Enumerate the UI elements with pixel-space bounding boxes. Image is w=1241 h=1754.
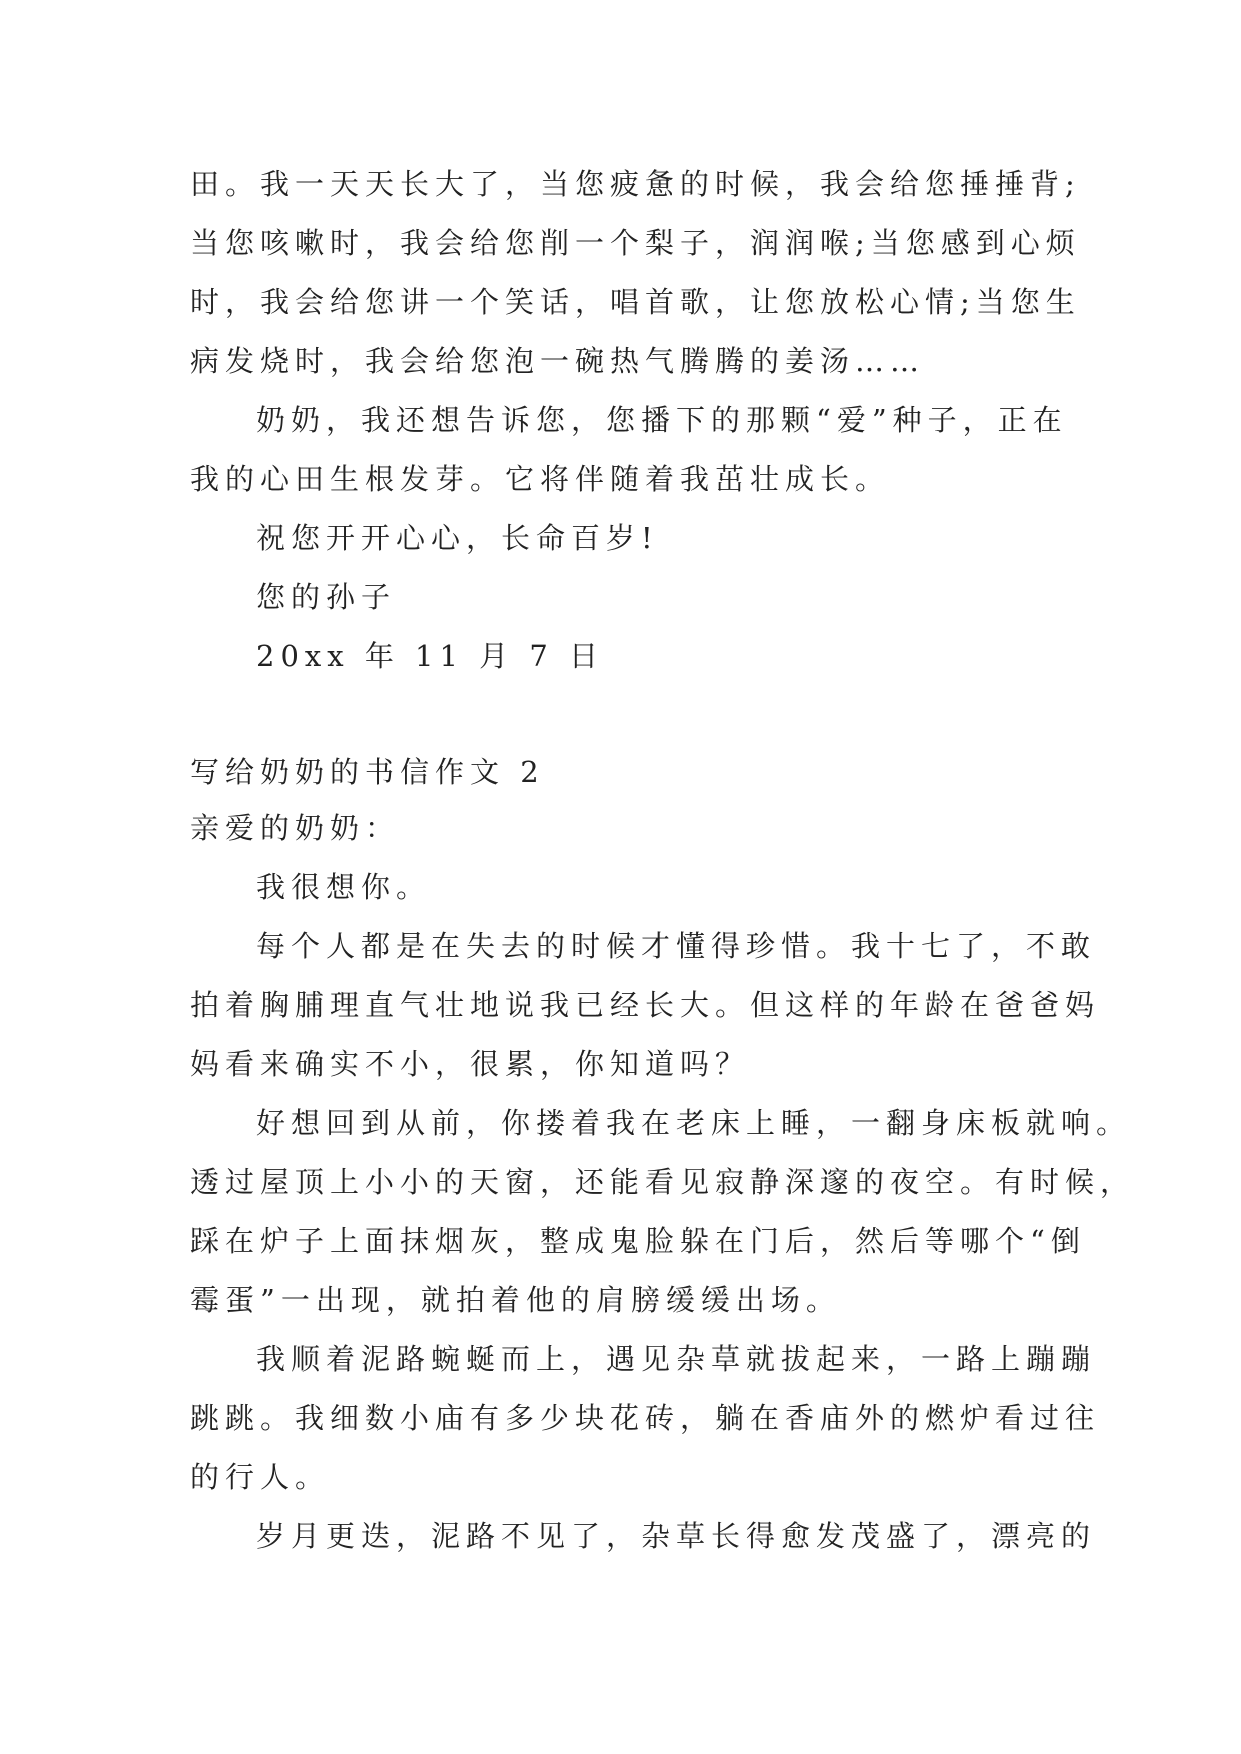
paragraph-line: 踩在炉子上面抹烟灰，整成鬼脸躲在门后，然后等哪个“倒 [190,1224,1086,1258]
salutation: 亲爱的奶奶： [190,811,401,845]
paragraph-line: 拍着胸脯理直气壮地说我已经长大。但这样的年龄在爸爸妈 [190,988,1101,1022]
paragraph-line: 田。我一天天长大了，当您疲惫的时候，我会给您捶捶背; [190,167,1081,201]
paragraph-line: 奶奶，我还想告诉您，您播下的那颗“爱”种子，正在 [256,403,1068,437]
paragraph-line: 跳跳。我细数小庙有多少块花砖，躺在香庙外的燃炉看过往 [190,1401,1101,1435]
closing-wish: 祝您开开心心，长命百岁! [256,521,659,555]
paragraph-line: 每个人都是在失去的时候才懂得珍惜。我十七了，不敢 [256,929,1097,963]
paragraph-line: 时，我会给您讲一个笑话，唱首歌，让您放松心情;当您生 [190,285,1081,319]
paragraph-line: 我顺着泥路蜿蜒而上，遇见杂草就拔起来，一路上蹦蹦 [256,1342,1097,1376]
paragraph-line: 岁月更迭，泥路不见了，杂草长得愈发茂盛了，漂亮的 [256,1519,1097,1553]
paragraph-line: 我的心田生根发芽。它将伴随着我茁壮成长。 [190,462,891,496]
paragraph-line: 妈看来确实不小，很累，你知道吗？ [190,1047,751,1081]
essay-title: 写给奶奶的书信作文 2 [190,755,545,789]
paragraph-line: 透过屋顶上小小的天窗，还能看见寂静深邃的夜空。有时候， [190,1165,1136,1199]
paragraph-line: 的行人。 [190,1460,331,1494]
date: 20xx 年 11 月 7 日 [256,639,605,673]
paragraph-line: 好想回到从前，你搂着我在老床上睡，一翻身床板就响。 [256,1106,1132,1140]
paragraph-line: 霉蛋”一出现，就拍着他的肩膀缓缓出场。 [190,1283,841,1317]
opening-line: 我很想你。 [256,870,432,904]
paragraph-line: 当您咳嗽时，我会给您削一个梨子，润润喉;当您感到心烦 [190,226,1081,260]
paragraph-line: 病发烧时，我会给您泡一碗热气腾腾的姜汤…… [190,344,926,378]
signature: 您的孙子 [256,580,397,614]
